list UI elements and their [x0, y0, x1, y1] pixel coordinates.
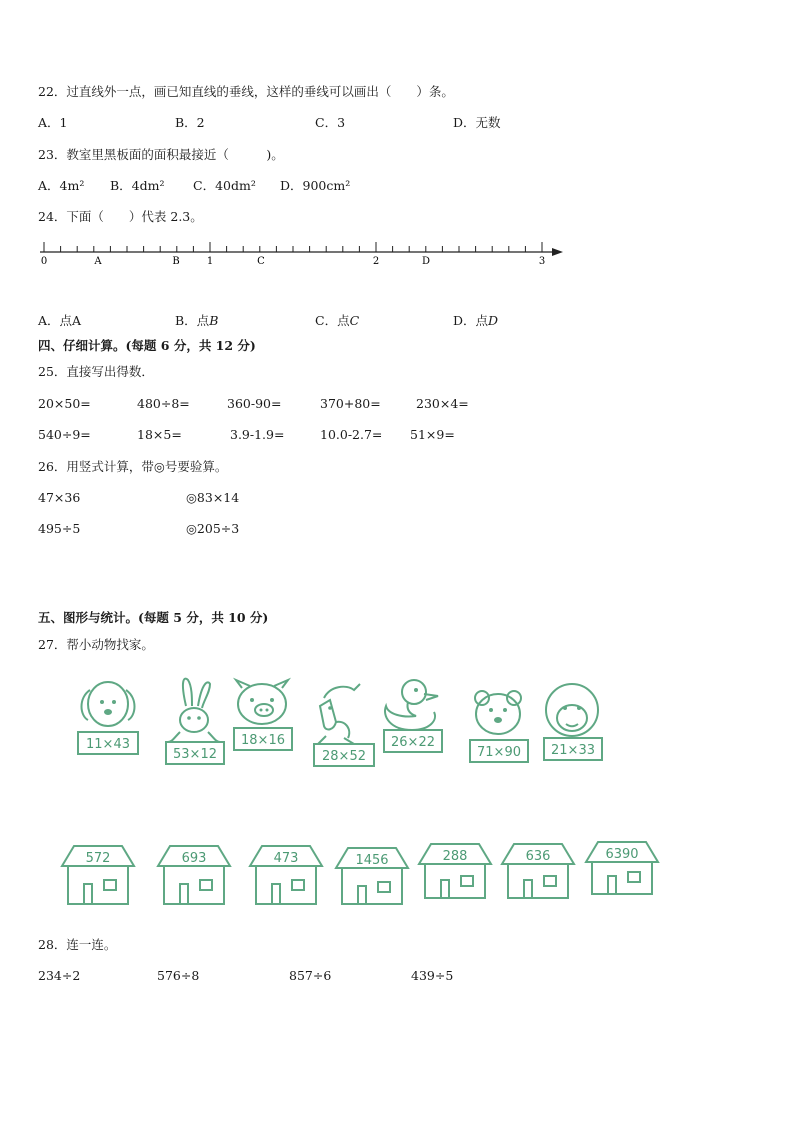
q28-item: 857÷6 — [289, 968, 332, 983]
q28-item: 234÷2 — [38, 968, 81, 983]
section5-heading: 五、图形与统计。(每题 5 分，共 10 分) — [38, 610, 269, 625]
q22-stem: 22．过直线外一点，画已知直线的垂线，这样的垂线可以画出（ ）条。 — [38, 84, 454, 99]
svg-text:473: 473 — [273, 851, 299, 866]
svg-text:636: 636 — [525, 849, 551, 864]
q25-item: 51×9= — [410, 427, 455, 442]
house-icon — [62, 846, 134, 904]
q28-item: 576÷8 — [157, 968, 200, 983]
q27-stem: 27．帮小动物找家。 — [38, 637, 154, 652]
q23-option-c: C．40dm² — [193, 178, 256, 193]
q25-stem: 25．直接写出得数． — [38, 364, 154, 379]
dog-icon — [78, 682, 138, 754]
svg-text:288: 288 — [442, 849, 468, 864]
q25-item: 20×50= — [38, 396, 91, 411]
q23-stem: 23．教室里黑板面的面积最接近（ )。 — [38, 147, 284, 162]
bear-icon — [470, 691, 528, 762]
house-icon — [250, 846, 322, 904]
animals-illustration — [0, 676, 794, 786]
q26-item: 495÷5 — [38, 521, 81, 536]
q26-item: 47×36 — [38, 490, 81, 505]
q23-option-a: A．4m² — [38, 178, 85, 193]
q24-option-c: C．点C — [315, 313, 360, 328]
svg-text:11×43: 11×43 — [86, 737, 130, 752]
nl-label-3: 3 — [538, 256, 546, 267]
q28-item: 439÷5 — [411, 968, 454, 983]
q25-item: 3.9-1.9= — [230, 427, 285, 442]
duck-icon — [384, 680, 442, 752]
q25-item: 10.0-2.7= — [320, 427, 383, 442]
nl-label-d: D — [421, 256, 431, 267]
svg-text:53×12: 53×12 — [173, 747, 217, 762]
q28-stem: 28．连一连。 — [38, 937, 117, 952]
q24-option-b: B．点B — [175, 313, 219, 328]
svg-text:28×52: 28×52 — [322, 749, 366, 764]
nl-label-2: 2 — [372, 256, 380, 267]
svg-text:18×16: 18×16 — [241, 733, 285, 748]
q22-option-b: B．2 — [175, 115, 205, 130]
svg-text:6390: 6390 — [605, 847, 639, 862]
nl-label-b: B — [172, 256, 180, 267]
q26-item: ◎83×14 — [186, 490, 240, 505]
house-icon — [502, 844, 574, 898]
number-line — [0, 230, 794, 290]
q25-item: 480÷8= — [137, 396, 190, 411]
svg-text:572: 572 — [85, 851, 111, 866]
q23-option-b: B．4dm² — [110, 178, 165, 193]
svg-text:26×22: 26×22 — [391, 735, 435, 750]
nl-label-1: 1 — [206, 256, 214, 267]
q25-item: 360-90= — [227, 396, 282, 411]
q23-option-d: D．900cm² — [280, 178, 351, 193]
q22-option-c: C．3 — [315, 115, 346, 130]
q25-item: 230×4= — [416, 396, 469, 411]
q22-option-d: D．无数 — [453, 115, 501, 130]
section4-heading: 四、仔细计算。(每题 6 分，共 12 分) — [38, 338, 256, 353]
q24-option-a: A．点A — [38, 313, 82, 328]
q26-item: ◎205÷3 — [186, 521, 240, 536]
nl-label-a: A — [94, 256, 102, 267]
svg-text:1456: 1456 — [355, 853, 389, 868]
house-icon — [586, 842, 658, 894]
q26-stem: 26．用竖式计算，带◎号要验算。 — [38, 459, 228, 474]
nl-label-0: 0 — [40, 256, 48, 267]
svg-text:21×33: 21×33 — [551, 743, 595, 758]
q24-option-d: D．点D — [453, 313, 499, 328]
houses-illustration — [0, 838, 794, 908]
q25-item: 540÷9= — [38, 427, 91, 442]
pig-icon — [234, 680, 292, 750]
goat-icon — [314, 684, 374, 766]
monkey-icon — [544, 684, 602, 760]
nl-label-c: C — [257, 256, 265, 267]
svg-text:71×90: 71×90 — [477, 745, 521, 760]
house-icon — [336, 848, 408, 904]
q22-option-a: A．1 — [38, 115, 68, 130]
q25-item: 370+80= — [320, 396, 381, 411]
q25-item: 18×5= — [137, 427, 182, 442]
svg-text:693: 693 — [181, 851, 207, 866]
house-icon — [419, 844, 491, 898]
rabbit-icon — [166, 679, 224, 764]
q24-stem: 24．下面（ ）代表 2.3。 — [38, 209, 203, 224]
house-icon — [158, 846, 230, 904]
